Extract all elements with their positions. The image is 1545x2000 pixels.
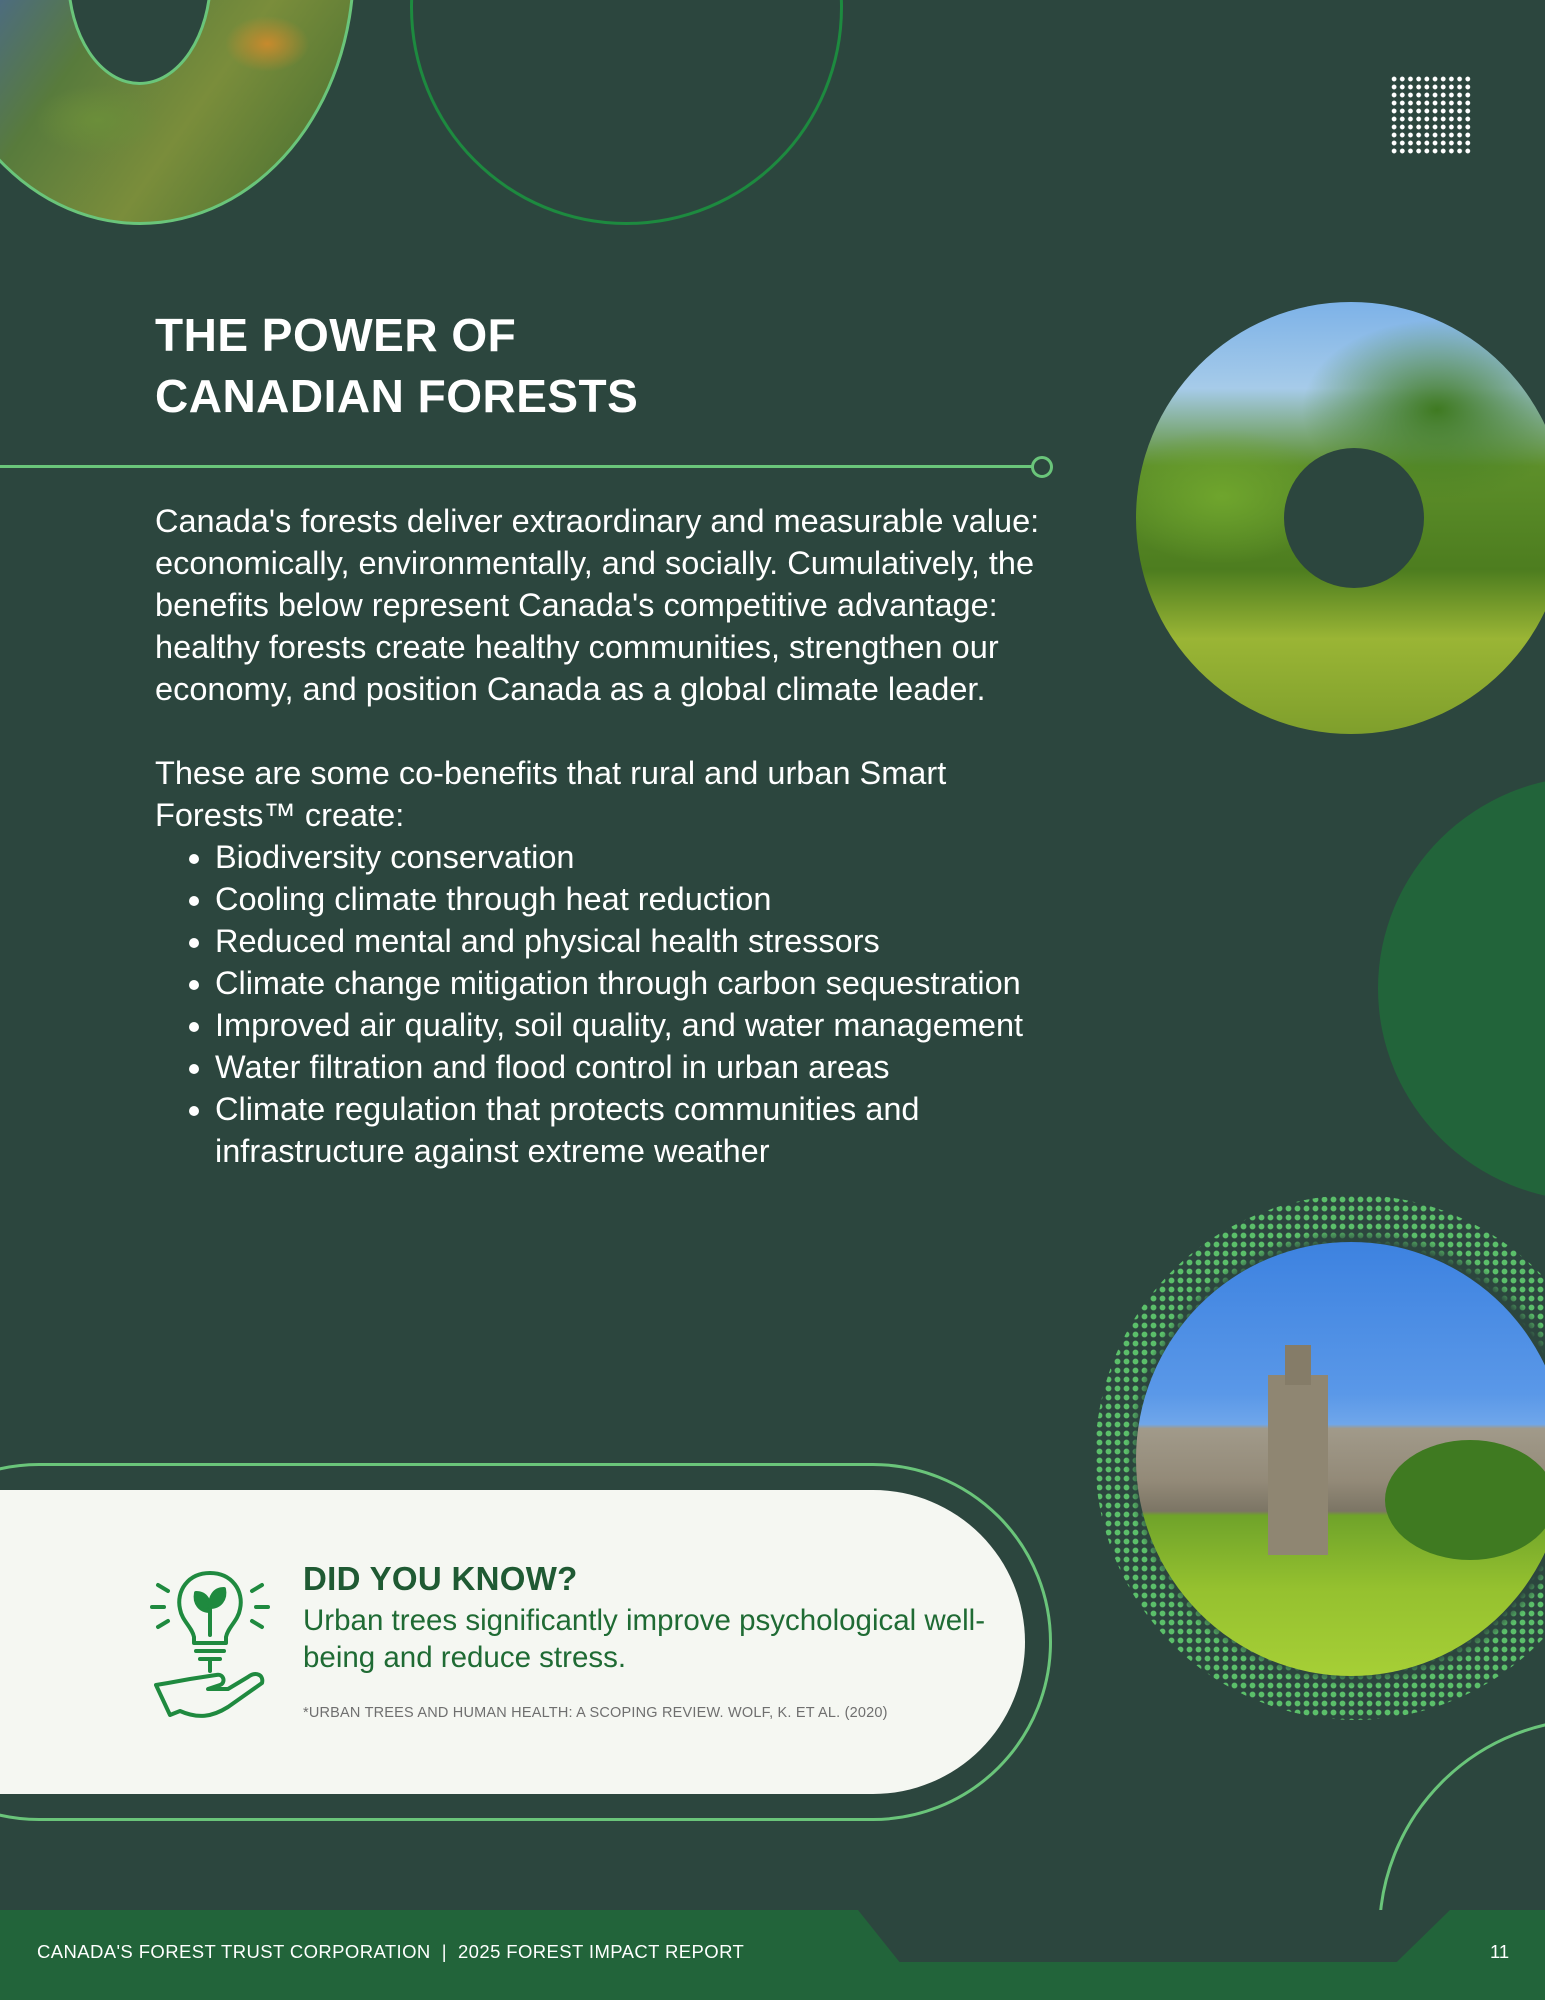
lightbulb-plant-hand-icon <box>150 1565 270 1730</box>
page-title-line-2: CANADIAN FORESTS <box>155 370 639 422</box>
list-item: • Climate regulation that protects communities and infrastructure against extreme weather <box>215 1088 1055 1172</box>
divider-end-circle <box>1031 456 1053 478</box>
did-you-know-title: DID YOU KNOW? <box>303 1560 578 1597</box>
cobenefits-intro: These are some co-benefits that rural and urban Smart Forests™ create: <box>155 755 947 833</box>
list-item: • Cooling climate through heat reduction <box>215 878 1055 920</box>
page-number: 11 <box>1490 1941 1510 1962</box>
intro-paragraph: Canada's forests deliver extraordinary and measurable value: economically, environmentally, and socially. Cumulatively, the benefits below represent Canada's competitive advantage: healthy forests create healthy communities, strengthen our economy, and position Canada as a global climate leader. <box>155 503 1040 707</box>
building-tower-shape <box>1268 1375 1328 1555</box>
did-you-know-text: Urban trees significantly improve psychological well-being and reduce stress. <box>303 1604 986 1674</box>
footer-text: CANADA'S FOREST TRUST CORPORATION | 2025 FOREST IMPACT REPORT <box>37 1941 745 1962</box>
list-item: • Improved air quality, soil quality, and water management <box>215 1004 1055 1046</box>
decorative-circle-cutout <box>1284 448 1424 588</box>
cobenefits-list <box>155 836 1055 1172</box>
list-item: • Water filtration and flood control in urban areas <box>215 1046 1055 1088</box>
tree-shape <box>1385 1440 1545 1560</box>
decorative-ring <box>410 0 843 225</box>
list-item: • Reduced mental and physical health stressors <box>215 920 1055 962</box>
body-text <box>155 500 1055 1172</box>
footer-notch <box>858 1910 1450 1962</box>
page-title <box>155 305 638 427</box>
building-spire-shape <box>1285 1345 1311 1385</box>
page-title-line-1: THE POWER OF <box>155 309 517 361</box>
citation: *URBAN TREES AND HUMAN HEALTH: A SCOPING REVIEW. WOLF, K. ET AL. (2020) <box>303 1705 888 1721</box>
dot-grid-icon <box>1390 75 1472 155</box>
list-item: • Biodiversity conservation <box>215 836 1055 878</box>
decorative-green-circle <box>1378 776 1545 1201</box>
title-divider <box>0 465 1040 468</box>
list-item: • Climate change mitigation through carbon sequestration <box>215 962 1055 1004</box>
